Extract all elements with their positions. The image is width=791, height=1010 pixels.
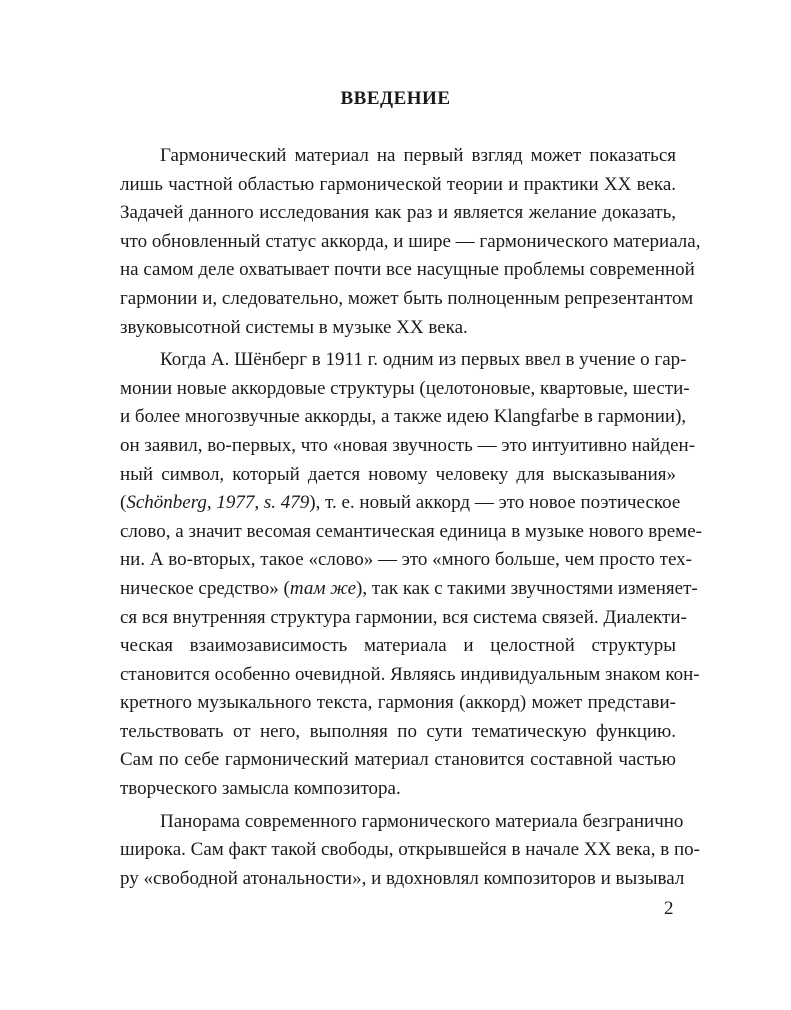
text-line: становится особенно очевидной. Являясь индивидуальным знаком кон- bbox=[120, 663, 700, 685]
text-line: кретного музыкального текста, гармония (аккорд) может представи- bbox=[120, 692, 676, 714]
text-line: лишь частной областью гармонической теории и практики XX века. bbox=[120, 173, 676, 195]
text-line: монии новые аккордовые структуры (целотоновые, квартовые, шести- bbox=[120, 377, 690, 399]
text-line: он заявил, во-первых, что «новая звучность — это интуитивно найден- bbox=[120, 434, 696, 456]
text-line: ся вся внутренняя структура гармонии, вся система связей. Диалекти- bbox=[120, 606, 687, 628]
text-line: Гармонический материал на первый взгляд может показаться bbox=[160, 145, 676, 166]
page-number: 2 bbox=[664, 898, 674, 919]
citation-reference: Schönberg, 1977, s. 479 bbox=[126, 492, 310, 514]
text-line: звуковысотной системы в музыке XX века. bbox=[120, 316, 468, 338]
paragraph bbox=[120, 142, 701, 342]
text-line: Задачей данного исследования как раз и является желание доказать, bbox=[120, 202, 676, 224]
page-title: ВВЕДЕНИЕ bbox=[340, 88, 451, 109]
text-line: ческая взаимозависимость материала и целостной структуры bbox=[120, 635, 676, 657]
text-line: широка. Сам факт такой свободы, открывшейся в начале XX века, в по- bbox=[120, 839, 700, 861]
citation-line: (Schönberg, 1977, s. 479), т. е. новый аккорд — это новое поэтическое bbox=[120, 492, 681, 514]
text-line: на самом деле охватывает почти все насущные проблемы современной bbox=[120, 259, 695, 281]
citation-line: ническое средство» (там же), так как с такими звучностями изменяет- bbox=[120, 577, 698, 599]
text-line: творческого замысла композитора. bbox=[120, 778, 401, 800]
text-line: гармонии и, следовательно, может быть полноценным репрезентантом bbox=[120, 287, 694, 309]
paragraph bbox=[120, 808, 700, 894]
citation-reference: там же bbox=[289, 577, 357, 599]
text-line: ру «свободной атональности», и вдохновлял композиторов и вызывал bbox=[120, 867, 685, 889]
body-text bbox=[120, 142, 702, 893]
text-line: тельствовать от него, выполняя по сути тематическую функцию. bbox=[120, 720, 676, 742]
text-line: Панорама современного гармонического материала безгранично bbox=[160, 810, 684, 832]
text-line: слово, а значит весомая семантическая единица в музыке нового време- bbox=[120, 520, 702, 542]
text-line: ни. А во-вторых, такое «слово» — это «много больше, чем просто тех- bbox=[120, 549, 692, 571]
text-line: Сам по себе гармонический материал становится составной частью bbox=[120, 749, 676, 771]
text-line: что обновленный статус аккорда, и шире — гармонического материала, bbox=[120, 230, 701, 252]
text-line: и более многозвучные аккорды, а также идею Klangfarbe в гармонии), bbox=[120, 406, 687, 428]
text-line: ный символ, который дается новому человеку для высказывания» bbox=[120, 463, 676, 485]
text-line: Когда А. Шёнберг в 1911 г. одним из первых ввел в учение о гар- bbox=[160, 349, 687, 371]
paragraph bbox=[120, 346, 702, 804]
